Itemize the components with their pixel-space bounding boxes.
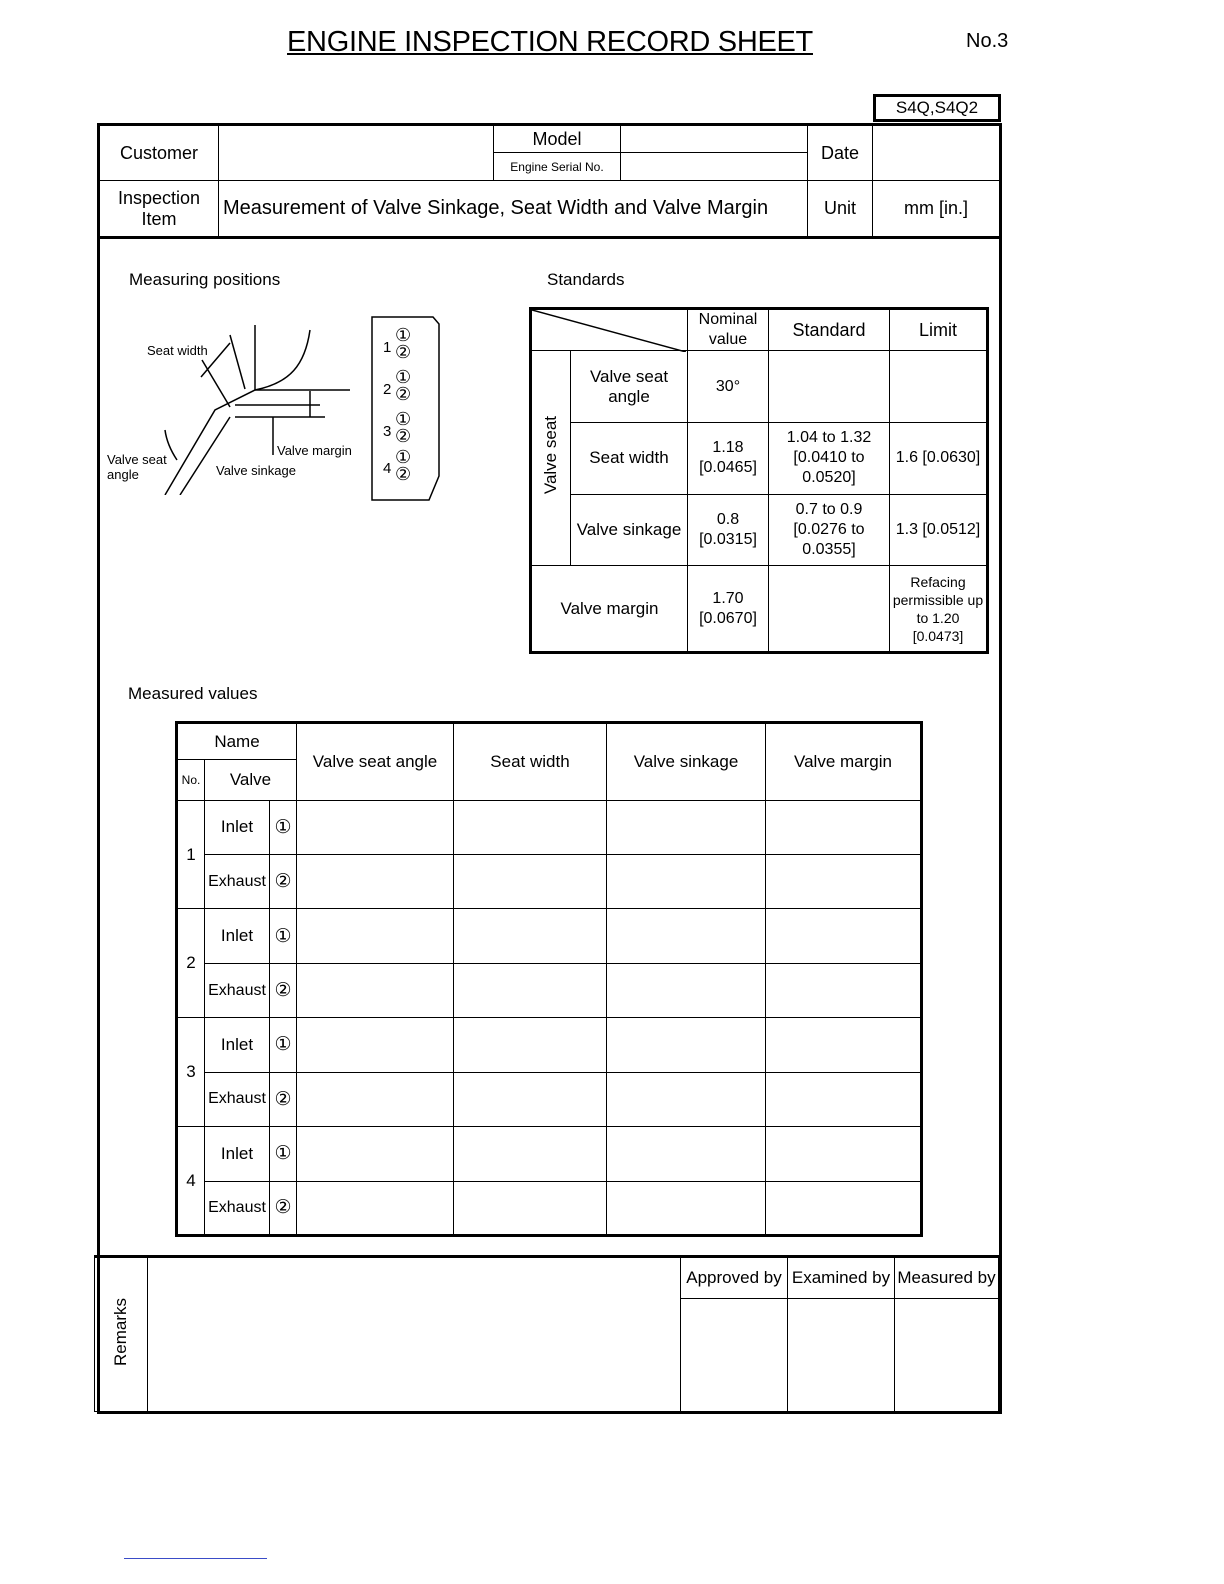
- valve-type: Inlet: [205, 1127, 270, 1181]
- approved-by-signature[interactable]: [681, 1299, 788, 1412]
- valve-mark: ②: [270, 963, 297, 1017]
- value-cell[interactable]: [297, 1127, 454, 1181]
- sheet-number: No.3: [966, 30, 1009, 52]
- value-cell[interactable]: [454, 1072, 607, 1126]
- col-header: Valve seat angle: [297, 723, 454, 801]
- remarks-field[interactable]: [148, 1257, 681, 1412]
- model-label: Model: [494, 125, 621, 153]
- label-valve-sinkage: Valve sinkage: [216, 463, 296, 478]
- row-standard: 0.7 to 0.9 [0.0276 to 0.0355]: [769, 494, 890, 566]
- inspection-item: Measurement of Valve Sinkage, Seat Width and Valve Margin: [219, 181, 808, 238]
- value-cell[interactable]: [766, 800, 922, 854]
- unit-value: mm [in.]: [873, 181, 1001, 238]
- value-cell[interactable]: [454, 800, 607, 854]
- value-cell[interactable]: [607, 1072, 766, 1126]
- remarks-label-cell: [95, 1257, 148, 1412]
- measured-values-heading: Measured values: [128, 684, 258, 703]
- inspection-label-line1: Inspection: [117, 187, 201, 208]
- col-header: Valve sinkage: [607, 723, 766, 801]
- cylinder-no: 4: [177, 1127, 205, 1236]
- pos-num-2: 2: [383, 381, 392, 398]
- valve-header: Valve: [205, 760, 297, 800]
- col-limit: Limit: [890, 309, 988, 351]
- width-ext-a: [230, 335, 245, 389]
- valve-mark: ②: [270, 855, 297, 909]
- model-tag: S4Q,S4Q2: [873, 94, 1001, 122]
- row-limit: 1.6 [0.0630]: [890, 422, 988, 494]
- value-cell[interactable]: [766, 909, 922, 963]
- width-ext-b: [202, 360, 230, 407]
- cylinder-no: 3: [177, 1018, 205, 1127]
- value-cell[interactable]: [454, 963, 607, 1017]
- pos-num-4: 4: [383, 460, 392, 477]
- value-cell[interactable]: [297, 909, 454, 963]
- pos-num-1: 1: [383, 339, 392, 356]
- footer-rule: [124, 1558, 267, 1559]
- row-standard: [769, 351, 890, 423]
- measured-by-label: Measured by: [895, 1257, 999, 1299]
- cylinder-no: 2: [177, 909, 205, 1018]
- pos-2-a: ①: [395, 367, 412, 387]
- cylinder-no: 1: [177, 800, 205, 909]
- row-item: Valve seat angle: [571, 351, 688, 423]
- row-standard: [769, 566, 890, 653]
- value-cell[interactable]: [454, 1127, 607, 1181]
- value-cell[interactable]: [297, 800, 454, 854]
- value-cell[interactable]: [607, 963, 766, 1017]
- unit-label: Unit: [808, 181, 873, 238]
- examined-by-signature[interactable]: [788, 1299, 895, 1412]
- value-cell[interactable]: [766, 1127, 922, 1181]
- pos-3-a: ①: [395, 409, 412, 429]
- value-cell[interactable]: [607, 855, 766, 909]
- row-limit: 1.3 [0.0512]: [890, 494, 988, 566]
- row-nominal: 1.70 [0.0670]: [688, 566, 769, 653]
- customer-field[interactable]: [219, 125, 494, 181]
- value-cell[interactable]: [454, 855, 607, 909]
- value-cell[interactable]: [766, 1181, 922, 1235]
- customer-label: Customer: [99, 125, 219, 181]
- date-label: Date: [808, 125, 873, 181]
- valve-seat-group-label: Valve seat: [541, 416, 560, 495]
- value-cell[interactable]: [766, 1072, 922, 1126]
- label-seat-width: Seat width: [147, 343, 208, 358]
- info-table: [97, 123, 1002, 239]
- remarks-table: [94, 1255, 999, 1412]
- pos-1-b: ②: [395, 342, 412, 362]
- valve-type: Inlet: [205, 909, 270, 963]
- inspection-label-line2: Item: [141, 208, 177, 229]
- corner-diagonal: [532, 310, 686, 352]
- std-corner-cell: [531, 309, 688, 351]
- row-nominal: 0.8 [0.0315]: [688, 494, 769, 566]
- examined-by-label: Examined by: [788, 1257, 895, 1299]
- value-cell[interactable]: [766, 855, 922, 909]
- value-cell[interactable]: [297, 963, 454, 1017]
- serial-label: Engine Serial No.: [494, 153, 621, 181]
- value-cell[interactable]: [454, 909, 607, 963]
- value-cell[interactable]: [607, 1181, 766, 1235]
- value-cell[interactable]: [297, 1181, 454, 1235]
- remarks-label: Remarks: [111, 1297, 130, 1366]
- pos-3-b: ②: [395, 426, 412, 446]
- row-limit: Refacing permissible up to 1.20 [0.0473]: [890, 566, 988, 653]
- model-field[interactable]: [621, 125, 808, 153]
- standards-table: [529, 307, 989, 654]
- value-cell[interactable]: [297, 1072, 454, 1126]
- approved-by-label: Approved by: [681, 1257, 788, 1299]
- pos-2-b: ②: [395, 384, 412, 404]
- valve-mark: ①: [270, 800, 297, 854]
- valve-diagram: [105, 305, 365, 495]
- label-valve-margin: Valve margin: [277, 443, 352, 458]
- value-cell[interactable]: [454, 1018, 607, 1072]
- pos-num-3: 3: [383, 423, 392, 440]
- measured-table: [175, 721, 923, 1237]
- valve-type: Inlet: [205, 800, 270, 854]
- label-valve-seat-1: Valve seat: [107, 452, 167, 467]
- row-nominal: 30°: [688, 351, 769, 423]
- valve-type: Inlet: [205, 1018, 270, 1072]
- label-valve-seat-2: angle: [107, 467, 139, 482]
- page-title: ENGINE INSPECTION RECORD SHEET: [287, 26, 813, 58]
- valve-type: Exhaust: [205, 1181, 270, 1235]
- date-field[interactable]: [873, 125, 1001, 181]
- valve-mark: ①: [270, 1018, 297, 1072]
- row-limit: [890, 351, 988, 423]
- valve-seat-group: [531, 351, 571, 566]
- measuring-positions-heading: Measuring positions: [129, 270, 281, 289]
- valve-type: Exhaust: [205, 855, 270, 909]
- valve-mark: ①: [270, 1127, 297, 1181]
- row-item: Valve sinkage: [571, 494, 688, 566]
- row-nominal: 1.18 [0.0465]: [688, 422, 769, 494]
- valve-type: Exhaust: [205, 1072, 270, 1126]
- position-diagram: [371, 316, 443, 504]
- inspection-label: [99, 181, 219, 238]
- serial-field[interactable]: [621, 153, 808, 181]
- valve-mark: ②: [270, 1181, 297, 1235]
- value-cell[interactable]: [297, 855, 454, 909]
- pos-4-b: ②: [395, 464, 412, 484]
- value-cell[interactable]: [607, 1018, 766, 1072]
- valve-type: Exhaust: [205, 963, 270, 1017]
- row-item: Valve margin: [531, 566, 688, 653]
- value-cell[interactable]: [766, 963, 922, 1017]
- value-cell[interactable]: [454, 1181, 607, 1235]
- value-cell[interactable]: [607, 1127, 766, 1181]
- pos-4-a: ①: [395, 447, 412, 467]
- valve-mark: ①: [270, 909, 297, 963]
- col-header: Valve margin: [766, 723, 922, 801]
- row-item: Seat width: [571, 422, 688, 494]
- name-header: Name: [177, 723, 297, 760]
- value-cell[interactable]: [607, 909, 766, 963]
- value-cell[interactable]: [297, 1018, 454, 1072]
- angle-arc: [165, 430, 177, 460]
- pos-1-a: ①: [395, 325, 412, 345]
- col-nominal: Nominal value: [688, 309, 769, 351]
- col-header: Seat width: [454, 723, 607, 801]
- no-header: No.: [177, 760, 205, 800]
- measured-by-signature[interactable]: [895, 1299, 999, 1412]
- value-cell[interactable]: [607, 800, 766, 854]
- row-standard: 1.04 to 1.32 [0.0410 to 0.0520]: [769, 422, 890, 494]
- valve-mark: ②: [270, 1072, 297, 1126]
- value-cell[interactable]: [766, 1018, 922, 1072]
- col-standard: Standard: [769, 309, 890, 351]
- standards-heading: Standards: [547, 270, 625, 289]
